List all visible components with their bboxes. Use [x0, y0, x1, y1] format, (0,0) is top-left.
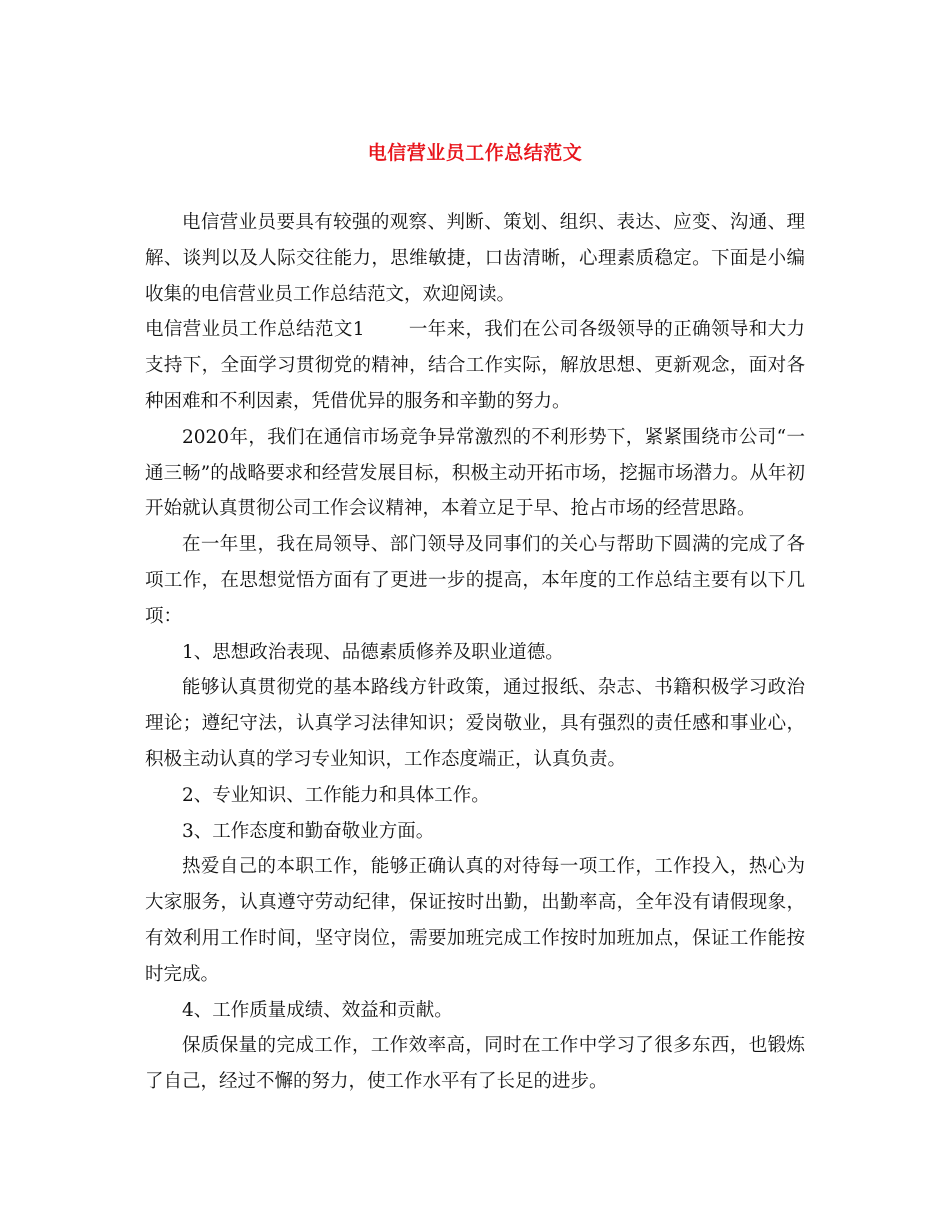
body-paragraph: 热爱自己的本职工作，能够正确认真的对待每一项工作，工作投入，热心为大家服务，认真遵守劳动纪律，保证按时出勤，出勤率高，全年没有请假现象，有效利用工作时间，坚守岗位，需要加班完成工作按时加班加点，保证工作能按时完成。 [145, 856, 805, 985]
list-heading: 3、工作态度和勤奋敬业方面。 [182, 820, 435, 842]
body-paragraph: 在一年里，我在局领导、部门领导及同事们的关心与帮助下圆满的完成了各项工作，在思想觉悟方面有了更进一步的提高，本年度的工作总结主要有以下几项： [145, 534, 805, 627]
body-paragraph: 能够认真贯彻党的基本路线方针政策，通过报纸、杂志、书籍积极学习政治理论；遵纪守法，认真学习法律知识；爱岗敬业，具有强烈的责任感和事业心，积极主动认真的学习专业知识，工作态度端正，认真负责。 [145, 677, 805, 770]
section-paragraph [145, 312, 805, 419]
intro-paragraph: 电信营业员要具有较强的观察、判断、策划、组织、表达、应变、沟通、理解、谈判以及人际交往能力，思维敏捷，口齿清晰，心理素质稳定。下面是小编收集的电信营业员工作总结范文，欢迎阅读。 [145, 212, 805, 305]
list-heading: 4、工作质量成绩、效益和贡献。 [182, 999, 453, 1021]
document-body [145, 205, 805, 1100]
list-heading: 1、思想政治表现、品德素质修养及职业道德。 [182, 641, 564, 663]
section-first-text: 一年来，我们在公司各级领导的正确领导和大力支持下，全面学习贯彻党的精神，结合工作实际，解放思想、更新观念，面对各种困难和不利因素，凭借优异的服务和辛勤的努力。 [145, 319, 805, 412]
document-title: 电信营业员工作总结范文 [367, 142, 583, 164]
body-paragraph: 保质保量的完成工作，工作效率高，同时在工作中学习了很多东西，也锻炼了自己，经过不懈的努力，使工作水平有了长足的进步。 [145, 1035, 805, 1093]
body-paragraph: 2020年，我们在通信市场竞争异常激烈的不利形势下，紧紧围绕市公司“一通三畅”的战略要求和经营发展目标，积极主动开拓市场，挖掘市场潜力。从年初开始就认真贯彻公司工作会议精神，本着立足于早、抢占市场的经营思路。 [145, 426, 805, 520]
section-heading: 电信营业员工作总结范文1 [145, 319, 365, 341]
list-heading: 2、专业知识、工作能力和具体工作。 [182, 784, 490, 806]
